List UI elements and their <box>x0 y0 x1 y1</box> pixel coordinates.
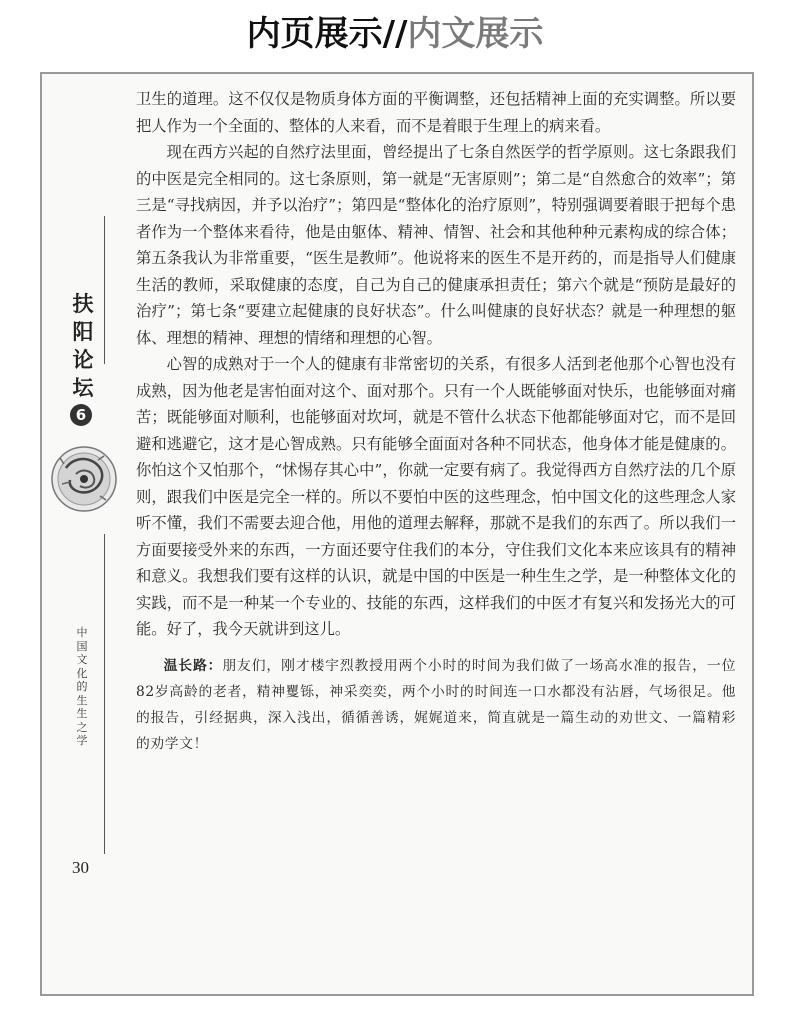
book-page <box>40 72 754 996</box>
page-header <box>0 8 790 60</box>
header-title-highlight: 内文展示 <box>407 14 544 54</box>
divider-line <box>104 534 105 664</box>
divider-line <box>104 216 105 364</box>
header-title: 内页展示// <box>246 14 408 54</box>
body-text <box>136 86 736 757</box>
speaker-text: 朋友们，刚才楼宇烈教授用两个小时的时间为我们做了一场高水准的报告，一位82岁高龄的老者，精神矍铄，神采奕奕，两个小时的时间连一口水都没有沾唇，气场很足。他的报告，引经据典，深入浅出，循循善诱，娓娓道来，简直就是一篇生动的劝世文、一篇精彩的劝学文！ <box>136 657 737 752</box>
paragraph: 现在西方兴起的自然疗法里面，曾经提出了七条自然医学的哲学原则。这七条跟我们的中医是完全相同的。这七条原则，第一就是“无害原则”；第二是“自然愈合的效率”；第三是“寻找病因，并予以治疗”；第四是“整体化的治疗原则”，特别强调要着眼于把每个患者作为一个整体来看待，他是由躯体、精神、情智、社会和其他种种元素构成的综合体；第五条我认为非常重要，“医生是教师”。他说将来的医生不是开药的，而是指导人们健康生活的教师，采取健康的态度，自己为自己的健康承担责任；第六个就是“预防是最好的治疗”；第七条“要建立起健康的良好状态”。什么叫健康的良好状态？就是一种理想的躯体、理想的精神、理想的情绪和理想的心智。 <box>136 143 736 347</box>
page-number: 30 <box>72 858 89 877</box>
speaker-paragraph <box>136 653 736 757</box>
paragraph: 卫生的道理。这不仅仅是物质身体方面的平衡调整，还包括精神上面的充实调整。所以要把人作为一个全面的、整体的人来看，而不是着眼于生理上的病来看。 <box>136 90 736 135</box>
divider-line <box>104 664 105 854</box>
page-sidebar <box>42 74 138 994</box>
speaker-name: 温长路： <box>163 657 223 674</box>
volume-badge: 6 <box>70 404 92 426</box>
series-title: 中 国 文 化 的 生 生 之 学 <box>76 626 88 747</box>
book-title: 扶 阳 论 坛 <box>72 291 94 400</box>
paragraph: 心智的成熟对于一个人的健康有非常密切的关系，有很多人活到老他那个心智也没有成熟，因为他老是害怕面对这个、面对那个。只有一个人既能够面对快乐，也能够面对痛苦；既能够面对顺利，也能够面对坎坷，就是不管什么状态下他都能够面对它，而不是回避和逃避它，这才是心智成熟。只有能够全面面对各种不同状态，他身体才能是健康的。你怕这个又怕那个，“怵惕存其心中”，你就一定要有病了。我觉得西方自然疗法的几个原则，跟我们中医是完全一样的。所以不要怕中医的这些理念，怕中国文化的这些理念人家听不懂，我们不需要去迎合他，用他的道理去解释，那就不是我们的东西了。所以我们一方面要接受外来的东西，一方面还要守住我们的本分，守住我们文化本来应该具有的精神和意义。我想我们要有这样的认识，就是中国的中医是一种生生之学，是一种整体文化的实践，而不是一种某一个专业的、技能的东西，这样我们的中医才有复兴和发扬光大的可能。好了，我今天就讲到这儿。 <box>136 355 736 638</box>
dragon-phoenix-emblem-icon <box>46 438 122 520</box>
